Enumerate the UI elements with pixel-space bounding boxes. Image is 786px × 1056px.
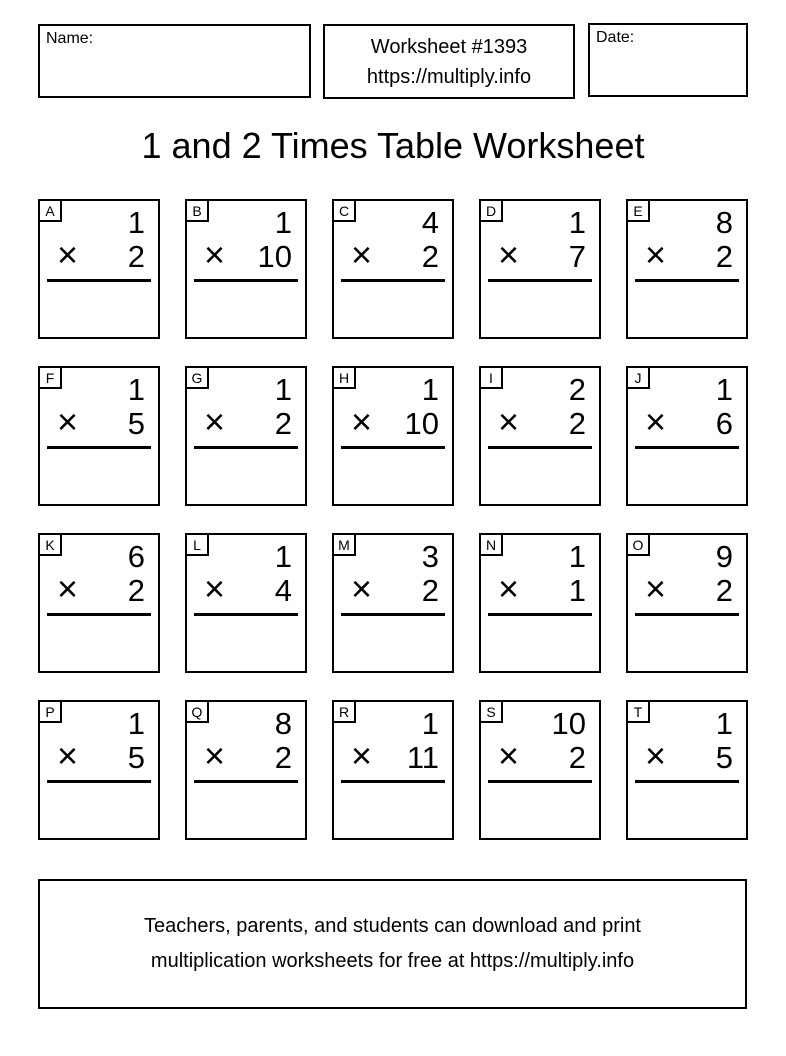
answer-line [194,446,298,449]
problem-letter-badge: K [38,533,62,556]
multiplicand: 3 [421,539,439,574]
problem-letter-badge: G [185,366,209,389]
answer-line [488,446,592,449]
multiplication-sign: × [645,234,667,275]
multiplier: 10 [257,239,292,274]
answer-line [341,613,445,616]
problem-letter-badge: Q [185,700,209,723]
multiplicand: 8 [715,205,733,240]
answer-line [488,613,592,616]
problem-letter-badge: F [38,366,62,389]
problem-letter-badge: S [479,700,503,723]
multiplication-sign: × [204,568,226,609]
multiplicand: 10 [551,706,586,741]
name-field-box [38,24,311,98]
multiplier: 2 [127,239,145,274]
problem-card [332,700,454,840]
problem-letter-badge: O [626,533,650,556]
multiplication-sign: × [204,401,226,442]
problem-card [185,366,307,506]
multiplicand: 1 [274,539,292,574]
multiplication-sign: × [498,735,520,776]
multiplication-sign: × [498,234,520,275]
multiplicand: 6 [127,539,145,574]
multiplier: 2 [421,573,439,608]
page-title: 1 and 2 Times Table Worksheet [141,125,645,166]
multiplication-sign: × [351,234,373,275]
multiplicand: 8 [274,706,292,741]
multiplicand: 1 [421,706,439,741]
worksheet-number: Worksheet #1393 [370,35,528,58]
problem-letter-badge: I [479,366,503,389]
multiplication-sign: × [204,234,226,275]
multiplicand: 1 [127,205,145,240]
problem-card [38,199,160,339]
multiplier: 11 [406,740,439,775]
answer-line [488,780,592,783]
multiplication-sign: × [351,568,373,609]
footer-line2: multiplication worksheets for free at https://multiply.info [150,950,635,972]
problem-letter-badge: B [185,199,209,222]
multiplication-sign: × [645,401,667,442]
multiplier: 7 [568,239,586,274]
multiplicand: 1 [274,205,292,240]
problem-letter-badge: N [479,533,503,556]
multiplication-sign: × [204,735,226,776]
multiplication-sign: × [57,568,79,609]
problem-card [332,533,454,673]
date-field-box [588,23,748,97]
answer-line [635,780,739,783]
problem-letter-badge: M [332,533,356,556]
multiplier: 2 [274,406,292,441]
problem-card [626,199,748,339]
problem-letter-badge: R [332,700,356,723]
answer-line [194,613,298,616]
answer-line [635,279,739,282]
problem-letter-badge: A [38,199,62,222]
problem-card [479,366,601,506]
problem-letter-badge: P [38,700,62,723]
answer-line [194,780,298,783]
name-label: Name: [46,30,94,47]
multiplier: 1 [568,573,586,608]
answer-line [47,279,151,282]
problem-card [38,533,160,673]
multiplier: 6 [715,406,733,441]
multiplication-sign: × [645,568,667,609]
footer-note-box [38,879,747,1009]
date-label: Date: [596,29,635,46]
multiplicand: 1 [274,372,292,407]
multiplication-sign: × [645,735,667,776]
multiplicand: 1 [715,372,733,407]
multiplier: 10 [404,406,439,441]
multiplicand: 1 [127,706,145,741]
problem-letter-badge: H [332,366,356,389]
answer-line [341,446,445,449]
multiplication-sign: × [57,234,79,275]
multiplier: 2 [568,740,586,775]
problem-card [38,700,160,840]
problem-card [185,199,307,339]
multiplier: 2 [127,573,145,608]
worksheet-url: https://multiply.info [366,65,532,88]
multiplier: 5 [127,406,145,441]
multiplicand: 1 [127,372,145,407]
multiplier: 2 [274,740,292,775]
multiplication-sign: × [57,401,79,442]
problem-card [38,366,160,506]
problem-letter-badge: D [479,199,503,222]
worksheet-info-box [323,24,575,99]
answer-line [341,780,445,783]
problem-card [479,533,601,673]
answer-line [194,279,298,282]
multiplier: 2 [421,239,439,274]
problems-grid [38,199,748,840]
answer-line [341,279,445,282]
multiplicand: 1 [568,539,586,574]
answer-line [47,446,151,449]
problem-card [626,700,748,840]
multiplier: 5 [127,740,145,775]
multiplier: 2 [715,573,733,608]
multiplication-sign: × [498,401,520,442]
multiplication-sign: × [351,735,373,776]
answer-line [47,780,151,783]
answer-line [635,446,739,449]
problem-card [626,366,748,506]
multiplicand: 9 [715,539,733,574]
problem-letter-badge: J [626,366,650,389]
problem-letter-badge: C [332,199,356,222]
answer-line [47,613,151,616]
multiplication-sign: × [351,401,373,442]
multiplier: 2 [568,406,586,441]
answer-line [635,613,739,616]
problem-letter-badge: T [626,700,650,723]
multiplier: 2 [715,239,733,274]
multiplicand: 1 [421,372,439,407]
footer-line1: Teachers, parents, and students can download and print [144,915,641,937]
multiplicand: 2 [568,372,586,407]
problem-card [479,700,601,840]
answer-line [488,279,592,282]
multiplication-sign: × [498,568,520,609]
multiplication-sign: × [57,735,79,776]
problem-card [185,533,307,673]
problem-letter-badge: E [626,199,650,222]
problem-card [332,366,454,506]
multiplicand: 1 [568,205,586,240]
problem-card [479,199,601,339]
problem-card [626,533,748,673]
problem-card [185,700,307,840]
multiplier: 4 [274,573,292,608]
problem-letter-badge: L [185,533,209,556]
multiplicand: 4 [421,205,439,240]
problem-card [332,199,454,339]
multiplier: 5 [715,740,733,775]
multiplicand: 1 [715,706,733,741]
